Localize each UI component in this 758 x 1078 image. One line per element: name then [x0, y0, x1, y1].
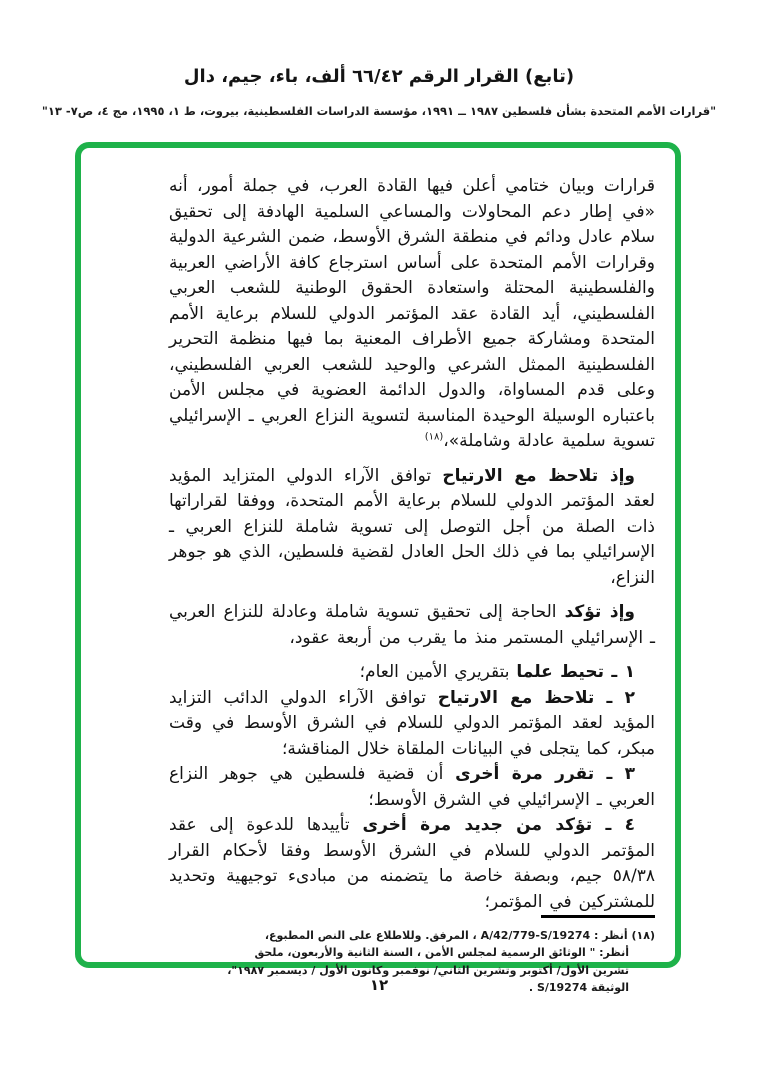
item-text: أن قضية فلسطين هي جوهر النزاع العربي ـ الإسرائيلي في الشرق الأوسط؛ — [169, 764, 655, 810]
preamble-paragraph — [169, 600, 655, 651]
footnote-line: أنظر: " الوثائق الرسمية لمجلس الأمن ، السنة الثانية والأربعون، ملحق — [254, 946, 629, 959]
footnote-line: (١٨) أنظر : ⁦A/42/779-S/19274⁩ ، المرفق. وللاطلاع على النص المطبوع، — [264, 928, 655, 942]
item-number: ٢ ـ — [594, 687, 635, 708]
preamble-paragraph — [169, 174, 655, 455]
item-lead: تؤكد من جديد مرة أخرى — [362, 815, 593, 835]
page-number: ١٢ — [369, 976, 389, 994]
item-text: بتقريري الأمين العام؛ — [359, 662, 517, 682]
footnote-line: تشرين الأول/ أكتوبر وتشرين الثاني/ نوفمبر وكانون الأول / ديسمبر ١٩٨٧"، — [227, 963, 629, 977]
paragraph-lead: وإذ تلاحظ مع الارتياح — [442, 465, 635, 486]
paragraph-text: توافق الآراء الدولي المتزايد المؤيد لعقد المؤتمر الدولي للسلام برعاية الأمم المتحدة، ووفقا لقراراتها ذات الصلة من أجل التوصل إلى تسوية شاملة للنزاع العربي ـ الإسرائيلي بما في ذلك الحل العادل لقضية فلسطين، الذي هو جوهر النزاع، — [169, 465, 655, 588]
item-text: تأييدها للدعوة إلى عقد المؤتمر الدولي للسلام في الشرق الأوسط وفقا لأحكام القرار ٥٨/٣٨ جيم، وبصفة خاصة ما يتضمنه من مبادىء توجيهية وتحديد للمشتركين في المؤتمر؛ — [169, 815, 655, 912]
item-lead: تحيط علما — [516, 662, 604, 682]
item-lead: تقرر مرة أخرى — [455, 764, 595, 784]
resolution-title: (تابع) القرار الرقم ٦٦/٤٢ ألف، باء، جيم، دال — [183, 66, 575, 87]
operative-item — [169, 813, 655, 915]
footnote-line: الوثيقة ⁦S/19274⁩ . — [528, 981, 629, 994]
operative-item — [169, 686, 655, 763]
item-number: ١ ـ — [603, 662, 635, 682]
footnote-separator — [541, 915, 655, 918]
operative-item — [169, 660, 655, 686]
preamble-paragraph — [169, 464, 655, 592]
paragraph-text: قرارات وبيان ختامي أعلن فيها القادة العرب، في جملة أمور، أنه «في إطار دعم المحاولات والمساعي السلمية الهادفة إلى تحقيق سلام عادل ودائم في منطقة الشرق الأوسط، ضمن الشرعية الدولية وقرارات الأمم المتحدة على أساس استرجاع كافة الأراضي العربية والفلسطينية المحتلة واستعادة الحقوق الوطنية للشعب العربي الفلسطيني، أيد القادة عقد المؤتمر الدولي للسلام برعاية الأمم المتحدة ومشاركة جميع الأطراف المعنية بما فيها منظمة التحرير الفلسطينية الممثل الشرعي والوحيد للشعب العربي الفلسطيني، وعلى قدم المساواة، والدول الدائمة العضوية في مجلس الأمن باعتباره الوسيلة الوحيدة المناسبة لتسوية النزاع العربي ـ الإسرائيلي تسوية سلمية عادلة وشاملة»، — [169, 176, 655, 451]
paragraph-text: الحاجة إلى تحقيق تسوية شاملة وعادلة للنزاع العربي ـ الإسرائيلي المستمر منذ ما يقرب من أربعة عقود، — [169, 602, 655, 648]
resolution-body — [169, 174, 655, 915]
item-text: توافق الآراء الدولي الدائب التزايد المؤيد لعقد المؤتمر الدولي للسلام في الشرق الأوسط في وقت مبكر، كما يتجلى في البيانات الملقاة خلال المناقشة؛ — [169, 687, 655, 759]
item-number: ٤ ـ — [592, 815, 635, 835]
footnote-reference: (١٨) — [424, 431, 444, 443]
item-lead: تلاحظ مع الارتياح — [437, 687, 595, 708]
paragraph-lead: وإذ تؤكد — [564, 602, 635, 622]
source-citation: "قرارات الأمم المتحدة بشأن فلسطين ١٩٨٧ ــ ١٩٩١، مؤسسة الدراسات الفلسطينية، بيروت، ط ١، ١٩٩٥، مج ٤، ص٧- ١٣" — [41, 104, 717, 118]
operative-item — [169, 762, 655, 813]
item-number: ٣ ـ — [594, 764, 635, 784]
